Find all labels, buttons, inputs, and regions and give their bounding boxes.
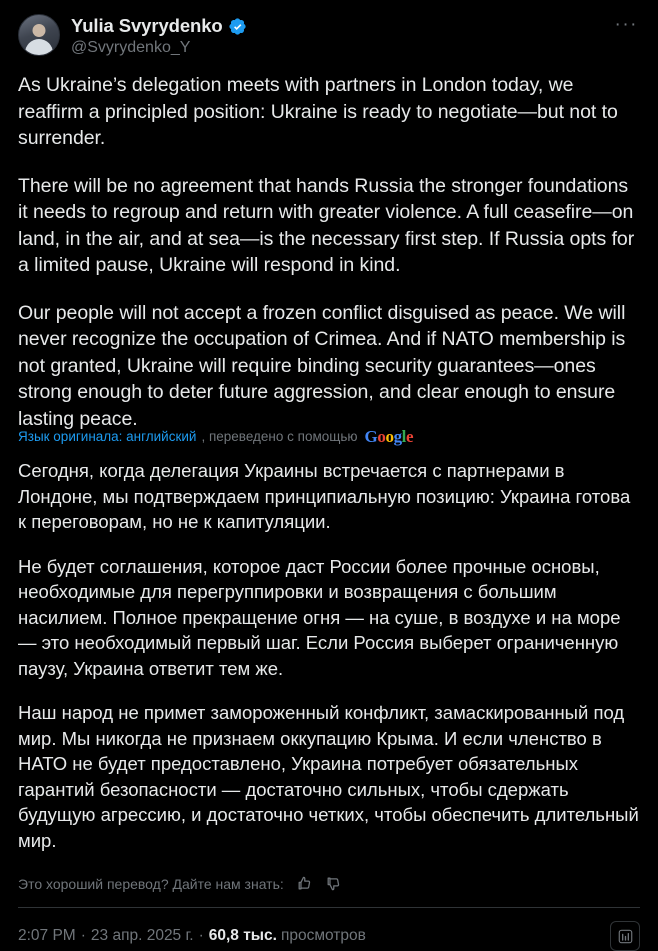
tweet-footer: [18, 908, 640, 951]
display-name[interactable]: Yulia Svyrydenko: [71, 15, 223, 36]
footer-separator: ·: [80, 927, 86, 944]
original-language-link[interactable]: Язык оригинала: английский: [18, 429, 197, 444]
tweet-header: [18, 14, 640, 58]
author-handle[interactable]: @Svyrydenko_Y: [71, 39, 191, 56]
verified-badge-icon: [228, 17, 247, 36]
views-count: 60,8 тыс.: [208, 927, 277, 944]
translation-attribution: [18, 428, 640, 445]
tweet-time: 2:07 PM: [18, 927, 76, 944]
display-name-row: [71, 15, 247, 37]
tweet-date: 23 апр. 2025 г.: [90, 927, 194, 944]
tweet-paragraph: Our people will not accept a frozen conflict disguised as peace. We will never recognize the occupation of Crimea. And if NATO membership is not granted, Ukraine will require binding security guarantees—ones strong enough to deter future aggression, and clear enough to ensure lasting peace.: [18, 301, 626, 430]
translated-paragraph: Сегодня, когда делегация Украины встречается с партнерами в Лондоне, мы подтверждаем принципиальную позицию: Украина готова к переговорам, но не к капитуляции.: [18, 460, 631, 532]
translated-body: [18, 458, 640, 853]
translated-with-label: , переведено с помощью: [201, 429, 358, 444]
analytics-icon[interactable]: [610, 921, 640, 951]
google-logo: Google: [364, 427, 414, 446]
translated-paragraph: Не будет соглашения, которое даст России более прочные основы, необходимые для перегруппировки и возвращения с большим насилием. Полное прекращение огня — на суше, в воздухе и на море — это необходимый первый шаг. Если Россия выберет ограниченную паузу, Украина ответит тем же.: [18, 555, 621, 679]
feedback-question: Это хороший перевод? Дайте нам знать:: [18, 875, 284, 892]
tweet-paragraph: As Ukraine’s delegation meets with partners in London today, we reaffirm a principled position: Ukraine is ready to negotiate—but not to surrender.: [18, 74, 618, 149]
avatar[interactable]: [18, 14, 60, 56]
translated-paragraph: Наш народ не примет замороженный конфликт, замаскированный под мир. Мы никогда не признаем оккупацию Крыма. И если членство в НАТО не будет предоставлено, Украина потребует обязательных гарантий безопасности — достаточно сильных, чтобы сдержать будущую агрессию, и достаточно четких, чтобы обеспечить длительный мир.: [18, 702, 639, 851]
tweet-body: [18, 72, 640, 432]
footer-separator: ·: [198, 927, 204, 944]
more-options-button[interactable]: ···: [614, 14, 638, 35]
author-names: [71, 14, 247, 58]
thumbs-up-icon[interactable]: [296, 875, 313, 892]
translation-feedback: [18, 875, 640, 892]
thumbs-down-icon[interactable]: [325, 875, 342, 892]
tweet-paragraph: There will be no agreement that hands Russia the stronger foundations it needs to regroup and return with greater violence. A full ceasefire—on land, in the air, and at sea—is the necessary first step. If Russia opts for a limited pause, Ukraine will respond in kind.: [18, 174, 635, 276]
views-label: просмотров: [280, 927, 366, 944]
